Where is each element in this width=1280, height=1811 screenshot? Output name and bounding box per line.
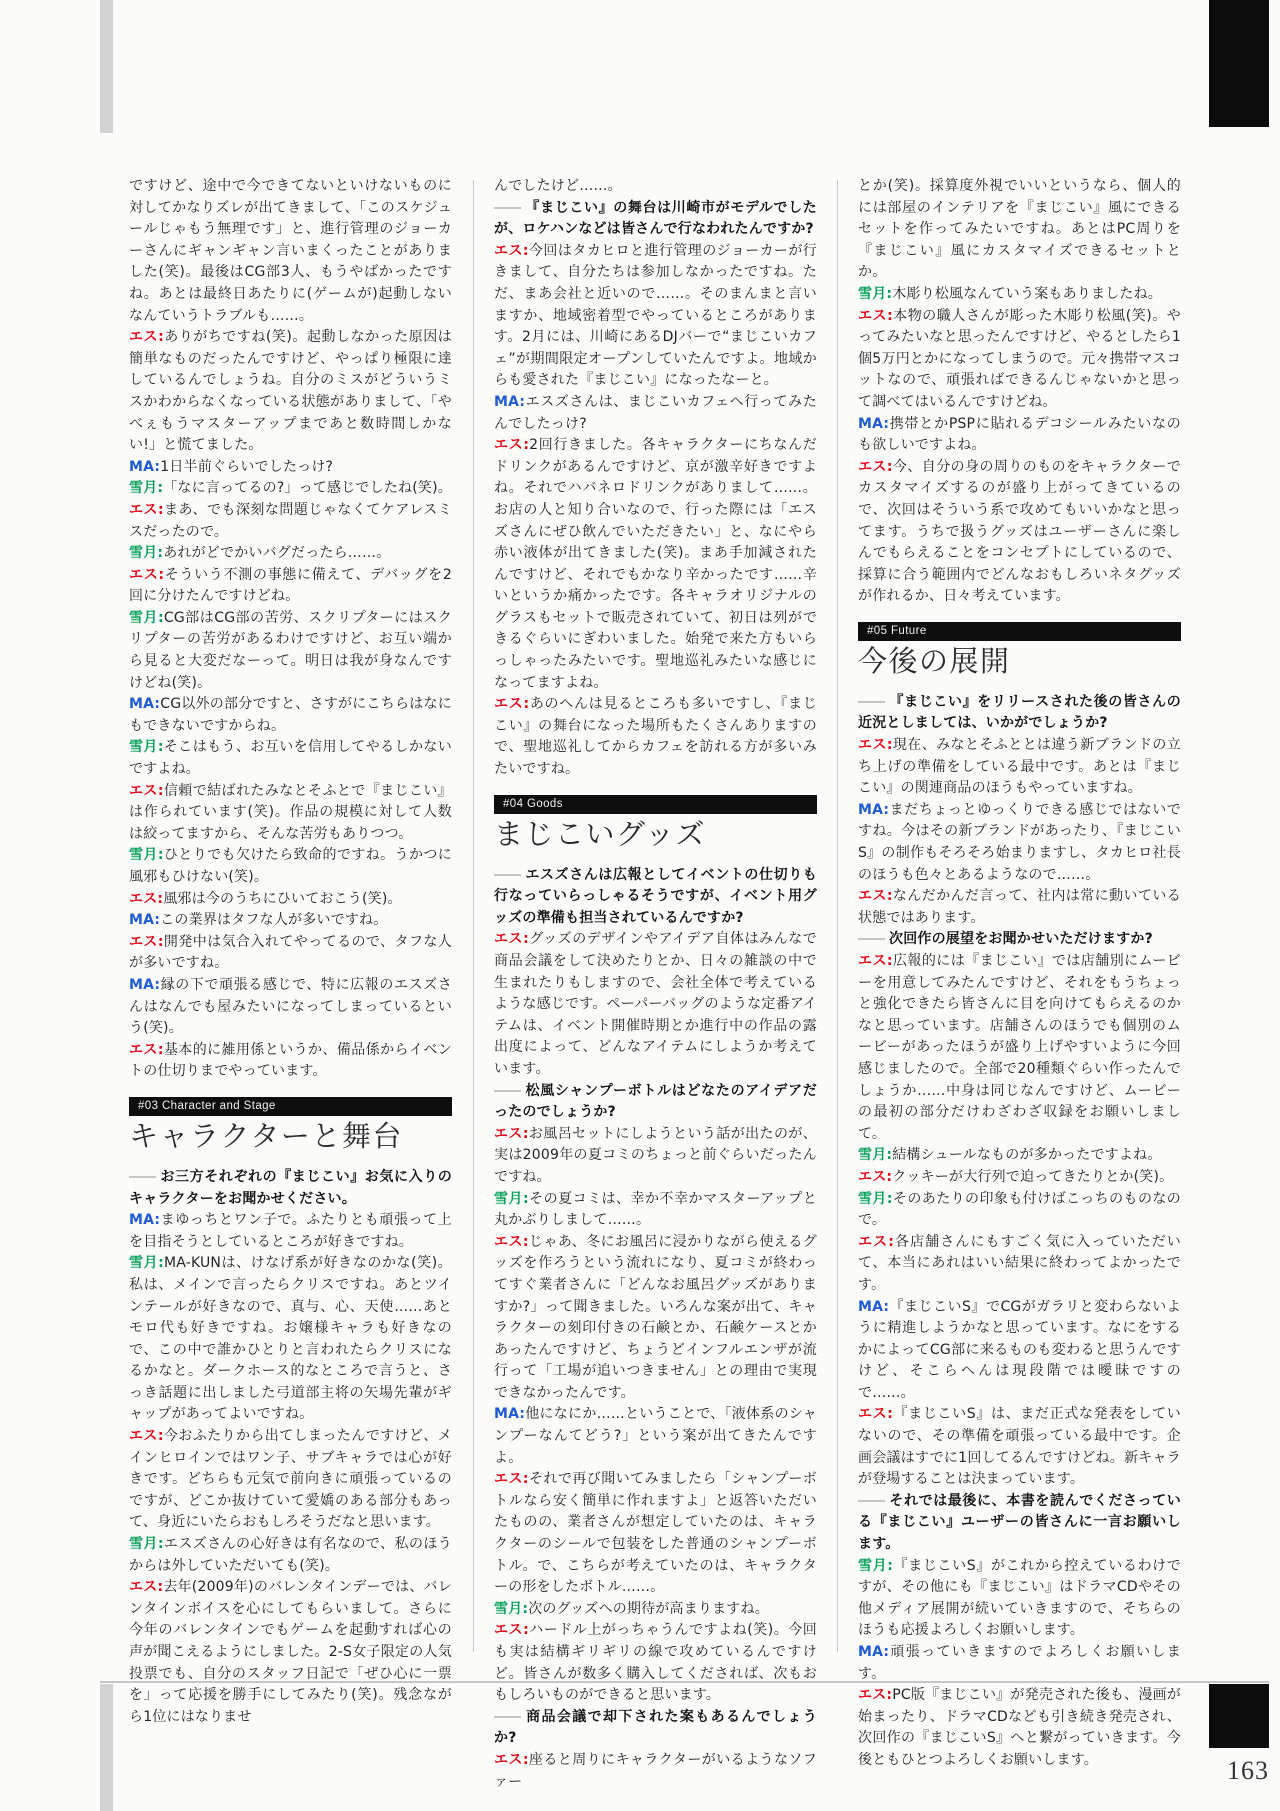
dialogue-line bbox=[129, 457, 452, 479]
dialogue-text: お風呂セットにしようという話が出たのが、実は2009年の夏コミのちょっと前ぐらいだったんですね。 bbox=[494, 1125, 818, 1185]
dialogue-line bbox=[129, 845, 452, 888]
dialogue-text: 『まじこいS』でCGがガラリと変わらないように精進しようかなと思っています。なにをするかによってCG部に来るものも変わると思うんですけど、そこらへんは現段階では曖昧ですので……。 bbox=[858, 1298, 1181, 1401]
dialogue-text: 頑張っていきますのでよろしくお願いします。 bbox=[858, 1644, 1181, 1682]
speaker-label: エス: bbox=[858, 307, 893, 324]
dialogue-line bbox=[858, 1189, 1181, 1232]
dialogue-line bbox=[494, 241, 817, 392]
dialogue-line bbox=[129, 1040, 452, 1083]
speaker-label: エス: bbox=[129, 890, 164, 907]
dialogue-line bbox=[494, 1189, 817, 1232]
page-edge-shadow-top bbox=[100, 0, 113, 133]
speaker-label: MA: bbox=[129, 976, 161, 993]
section-tag: #04 Goods bbox=[494, 795, 817, 814]
dialogue-text: そこはもう、お互いを信用してやるしかないですよね。 bbox=[129, 739, 453, 778]
dialogue-line bbox=[858, 1145, 1181, 1167]
dialogue-text: 各店舗さんにもすごく気に入っていただいて、本当にあれはいい結果に終わってよかったです。 bbox=[858, 1233, 1181, 1293]
speaker-label: MA: bbox=[129, 1212, 161, 1229]
question-dash: ―― bbox=[494, 866, 520, 883]
dialogue-text: 今、自分の身の周りのものをキャラクターでカスタマイズするのが盛り上がってきているので、次回はそういう系で攻めてもいいかなと思ってます。うちで扱うグッズはユーザーさんに楽しんでもらえることをコンセプトにしているので、採算に合う範囲内でどんなおもしろいネタグッズが作れるか、日々考えています。 bbox=[858, 458, 1182, 605]
question-text: それでは最後に、本書を読んでくださっている『まじこい』ユーザーの皆さんに一言お願いします。 bbox=[858, 1492, 1181, 1553]
dialogue-line bbox=[858, 735, 1181, 800]
speaker-label: エス: bbox=[129, 566, 165, 583]
dialogue-line bbox=[129, 1210, 452, 1253]
dialogue-text: エスズさんの心好きは有名なので、私のほうからは外していただいても(笑)。 bbox=[129, 1536, 453, 1574]
dialogue-line bbox=[858, 1404, 1181, 1490]
speaker-label: エス: bbox=[494, 1751, 529, 1768]
text-column bbox=[494, 176, 817, 1793]
question-text: 商品会議で却下された案もあるんでしょうか? bbox=[494, 1708, 817, 1747]
section-title: キャラクターと舞台 bbox=[129, 1118, 403, 1153]
dialogue-text: 木彫り松風なんていう案もありましたね。 bbox=[892, 285, 1163, 302]
speaker-label: 雪月: bbox=[129, 1536, 164, 1553]
dialogue-text: エスズさんは、まじこいカフェへ行ってみたんでしたっけ? bbox=[494, 393, 817, 432]
dialogue-line bbox=[858, 1167, 1181, 1189]
question-text: 次回作の展望をお聞かせいただけますか? bbox=[889, 931, 1153, 948]
dialogue-line bbox=[129, 781, 452, 846]
speaker-label: エス: bbox=[858, 888, 893, 905]
speaker-label: MA: bbox=[494, 393, 526, 410]
dialogue-text: 『まじこいS』がこれから控えているわけですが、その他にも『まじこい』はドラマCDやその他メディア展開が続いていきますので、そちらのほうも応援よろしくお願いします。 bbox=[858, 1557, 1182, 1639]
dialogue-text: あのへんは見るところも多いですし、『まじこい』の舞台になった場所もたくさんありますので、聖地巡礼してからカフェを訪れる方が多いみたいですね。 bbox=[494, 696, 818, 778]
question-text: 『まじこい』の舞台は川崎市がモデルでしたが、ロケハンなどは皆さんで行なわれたんですか? bbox=[494, 199, 817, 238]
section-header bbox=[858, 622, 1181, 680]
dialogue-text: この業界はタフな人が多いですね。 bbox=[160, 912, 388, 929]
speaker-label: 雪月: bbox=[858, 1190, 893, 1207]
dialogue-line bbox=[858, 886, 1181, 929]
dialogue-text: 今おふたりから出てしまったんですけど、メインヒロインではワン子、サブキャラでは心が好きです。どちらも元気で前向きに頑張っているのですが、どこか抜けていて愛嬌のある部分もあって、身近にいたらおもしろそうだなと思います。 bbox=[129, 1428, 453, 1531]
dialogue-text: まゆっちとワン子で。ふたりとも頑張って上を目指そうとしているところが好きですね。 bbox=[129, 1212, 452, 1250]
speaker-label: 雪月: bbox=[494, 1600, 529, 1617]
dialogue-line bbox=[494, 694, 817, 780]
dialogue-text: そういう不測の事態に備えて、デバッグを2回に分けたんですけどね。 bbox=[129, 566, 452, 605]
dialogue-text: とか(笑)。採算度外視でいいというなら、個人的には部屋のインテリアを『まじこい』風にできるセットを作ってみたいですね。あとはPC周りを『まじこい』風にカスタマイズできるセットとか。 bbox=[858, 178, 1181, 281]
speaker-label: 雪月: bbox=[129, 609, 164, 626]
question-text: 松風シャンプーボトルはどなたのアイデアだったのでしょうか? bbox=[494, 1082, 817, 1121]
speaker-label: MA: bbox=[129, 458, 161, 475]
dialogue-text: 開発中は気合入れてやってるので、タフな人が多いですね。 bbox=[129, 933, 453, 972]
speaker-label: MA: bbox=[858, 415, 890, 432]
speaker-label: エス: bbox=[494, 437, 530, 454]
question-text: お三方それぞれの『まじこい』お気に入りのキャラクターをお聞かせください。 bbox=[129, 1168, 452, 1207]
dialogue-line bbox=[129, 608, 452, 694]
dialogue-text: 信頼で結ばれたみなとそふとで『まじこい』は作られています(笑)。作品の規模に対して人数は絞ってますから、そんな苦労もありつつ。 bbox=[129, 782, 453, 842]
dialogue-text: 本物の職人さんが彫った木彫り松風(笑)。やってみたいなと思ったんですけど、やるとしたら1個5万円とかになってしまうので。元々携帯マスコットなので、頑張ればできるんじゃないかと思って調べてはいるんですけどね。 bbox=[858, 307, 1182, 410]
dialogue-text: 今回はタカヒロと進行管理のジョーカーが行きまして、自分たちは参加しなかったですね。ただ、まあ会社と近いので……。そのまんまと言いますか、地域密着型でやっているところがあります。2月には、川崎にあるDJバーで“まじこいカフェ”が期間限定オープンしていたんですよ。地域からも愛された『まじこい』になったなーと。 bbox=[494, 242, 817, 389]
dialogue-line bbox=[858, 1297, 1181, 1405]
dialogue-line bbox=[129, 737, 452, 780]
question-dash: ―― bbox=[129, 1168, 155, 1185]
dialogue-line bbox=[494, 1599, 817, 1621]
speaker-label: 雪月: bbox=[129, 545, 164, 562]
dialogue-text: それで再び聞いてみましたら「シャンプーボトルなら安く簡単に作れますよ」と返答いただいたものの、業者さんが想定していたのは、キャラクターのシールで包装をした普通のシャンプーボトル。で、こちらが考えていたのは、キャラクターの形をしたボトル……。 bbox=[494, 1471, 817, 1596]
speaker-label: エス: bbox=[129, 782, 164, 799]
speaker-label: 雪月: bbox=[129, 480, 164, 497]
question-dash: ―― bbox=[858, 693, 884, 710]
speaker-label: 雪月: bbox=[858, 1557, 894, 1574]
dialogue-text: じゃあ、冬にお風呂に浸かりながら使えるグッズを作ろうという流れになり、夏コミが終わってすぐ業者さんに「どんなお風呂グッズがありますか?」って聞きました。いろんな案が出て、キャラクターの刻印付きの石鹸とか、石鹸ケースとかあったんですけど、ちょうどインフルエンザが流行って「工場が追いつきません」との理由で実現できなかったんです。 bbox=[494, 1233, 817, 1401]
dialogue-line bbox=[858, 1556, 1181, 1642]
column-divider bbox=[837, 180, 838, 1652]
dialogue-text: 2回行きました。各キャラクターにちなんだドリンクがあるんですけど、京が激辛好きですよね。それでハバネロドリンクがありまして……。お店の人と知り合いなので、行った際には「エスズさんにぜひ飲んでいただきたい」と、なにやら赤い液体が出てきました(笑)。まあ手加減されたんですけど、それでもかなり辛かったです……辛いというか痛かったです。各キャラオリジナルのグラスもセットで販売されていて、初日は列ができるぐらいにぎわいました。始発で来た方もいらっしゃったみたいです。聖地巡礼みたいな感じになってますよね。 bbox=[494, 437, 817, 691]
speaker-label: MA: bbox=[129, 912, 161, 929]
text-column bbox=[858, 176, 1181, 1772]
speaker-label: エス: bbox=[129, 1428, 164, 1445]
dialogue-line bbox=[494, 1124, 817, 1189]
speaker-label: 雪月: bbox=[858, 1147, 893, 1164]
speaker-label: エス: bbox=[494, 1125, 529, 1142]
interviewer-question bbox=[129, 1167, 452, 1210]
question-dash: ―― bbox=[858, 931, 884, 948]
dialogue-text: まだちょっとゆっくりできる感じではないですね。今はその新ブランドがあったり、『まじこいS』の制作もそろそろ始まりますし、タカヒロ社長のほうも色々とあるようなので……。 bbox=[858, 801, 1181, 883]
dialogue-line bbox=[129, 975, 452, 1040]
interviewer-question bbox=[494, 865, 817, 930]
dialogue-text: 風邪は今のうちにひいておこう(笑)。 bbox=[163, 890, 402, 907]
section-tag: #05 Future bbox=[858, 622, 1181, 641]
dialogue-line bbox=[858, 800, 1181, 886]
column-divider bbox=[473, 180, 474, 1652]
question-dash: ―― bbox=[494, 1708, 520, 1725]
section-header bbox=[129, 1097, 452, 1155]
speaker-label: エス: bbox=[494, 242, 529, 259]
speaker-label: エス: bbox=[494, 1471, 529, 1488]
dialogue-text: グッズのデザインやアイデア自体はみんなで商品会議をして決めたりとか、日々の雑談の中で生まれたりもしますので、会社全体で考えているような感じです。ペーパーバッグのような定番アイテムは、イベント開催時期とか進行中の作品の露出度によって、どんなアイテムにしようか考えています。 bbox=[494, 931, 817, 1077]
continuation-paragraph bbox=[494, 176, 817, 198]
question-text: 『まじこい』をリリースされた後の皆さんの近況としましては、いかがでしょうか? bbox=[858, 693, 1181, 732]
speaker-label: エス: bbox=[494, 1233, 529, 1250]
speaker-label: エス: bbox=[858, 953, 893, 969]
dialogue-text: 「なに言ってるの?」って感じでしたね(笑)。 bbox=[163, 480, 452, 497]
dialogue-line bbox=[129, 889, 452, 911]
interviewer-question bbox=[494, 1081, 817, 1124]
corner-tab-top-right bbox=[1209, 0, 1269, 127]
speaker-label: エス: bbox=[129, 329, 164, 346]
dialogue-line bbox=[494, 929, 817, 1080]
dialogue-text: 結構シュールなものが多かったですよね。 bbox=[892, 1147, 1162, 1164]
interviewer-question bbox=[494, 1707, 817, 1750]
corner-tab-bottom-right bbox=[1209, 1684, 1269, 1748]
dialogue-line bbox=[129, 910, 452, 932]
dialogue-text: ひとりでも欠けたら致命的ですね。うかつに風邪もひけない(笑)。 bbox=[129, 847, 453, 885]
continuation-paragraph bbox=[129, 176, 452, 327]
page-number: 163 bbox=[1227, 1756, 1269, 1785]
dialogue-line bbox=[494, 1469, 817, 1599]
dialogue-text: あれがどでかいバグだったら……。 bbox=[163, 545, 391, 562]
dialogue-text: 基本的に雑用係というか、備品係からイベントの仕切りまでやっています。 bbox=[129, 1041, 453, 1080]
dialogue-text: CG以外の部分ですと、さすがにこちらはなにもできないですからね。 bbox=[129, 696, 452, 734]
speaker-label: エス: bbox=[858, 1406, 894, 1423]
speaker-label: MA: bbox=[129, 696, 161, 713]
dialogue-line bbox=[858, 284, 1181, 306]
dialogue-text: その夏コミは、幸か不幸かマスターアップと丸かぶりしまして……。 bbox=[494, 1190, 817, 1229]
section-title: 今後の展開 bbox=[858, 643, 1011, 678]
speaker-label: 雪月: bbox=[129, 847, 164, 864]
dialogue-text: クッキーが大行列で迫ってきたりとか(笑)。 bbox=[892, 1168, 1174, 1185]
dialogue-text: まあ、でも深刻な問題じゃなくてケアレスミスだったので。 bbox=[129, 501, 452, 540]
speaker-label: MA: bbox=[858, 1298, 890, 1315]
speaker-label: エス: bbox=[858, 458, 893, 475]
dialogue-line bbox=[494, 1750, 817, 1793]
dialogue-text: 広報的には『まじこい』では店舗別にムービーを用意してみたんですけど、それをもうちょっと強化できたら皆さんに目を向けてもらえるのかなと思っています。店舗さんのほうでも個別のムービーがあったほうが盛り上げやすいように今回感じましたので。全部で20種類ぐらい作ったんでしょうか……中身は同じなんですけど、ムービーの最初の部分だけわざわざ収録をお願いしまして。 bbox=[858, 953, 1181, 1142]
dialogue-line bbox=[494, 1620, 817, 1706]
dialogue-line bbox=[129, 327, 452, 457]
dialogue-line bbox=[858, 457, 1181, 608]
dialogue-text: 座ると周りにキャラクターがいるようなソファー bbox=[494, 1751, 818, 1790]
dialogue-line bbox=[129, 478, 452, 500]
dialogue-text: 去年(2009年)のバレンタインデーでは、バレンタインボイスを心にしてもらいまして。さらに今年のバレンタインでもゲームを起動すれば心の声が聞こえるようにしました。2-S女子限定の人気投票でも、自分のスタッフ日記で「ぜひ心に一票を」って応援を勝手にしてみたり(笑)。残念ながら1位にはなりませ bbox=[129, 1579, 452, 1725]
dialogue-text: 他になにか……ということで、「液体系のシャンプーなんてどう?」という案が出てきたんですよ。 bbox=[494, 1406, 817, 1466]
dialogue-text: 携帯とかPSPに貼れるデコシールみたいなのも欲しいですよね。 bbox=[858, 415, 1181, 454]
speaker-label: エス: bbox=[494, 931, 529, 948]
dialogue-text: 現在、みなとそふととは違う新ブランドの立ち上げの準備をしている最中です。あとは『まじこい』の関連商品のほうもやっていますね。 bbox=[858, 737, 1182, 797]
dialogue-line bbox=[129, 1253, 452, 1426]
dialogue-line bbox=[129, 1426, 452, 1534]
speaker-label: MA: bbox=[858, 1644, 890, 1660]
speaker-label: エス: bbox=[129, 501, 164, 518]
dialogue-line bbox=[129, 694, 452, 737]
speaker-label: エス: bbox=[858, 1687, 893, 1704]
speaker-label: 雪月: bbox=[494, 1190, 529, 1207]
question-dash: ―― bbox=[858, 1492, 884, 1509]
speaker-label: MA: bbox=[858, 801, 890, 818]
section-tag: #03 Character and Stage bbox=[129, 1097, 452, 1116]
interviewer-question bbox=[858, 1491, 1181, 1556]
speaker-label: エス: bbox=[858, 1168, 893, 1185]
dialogue-line bbox=[129, 500, 452, 543]
speaker-label: エス: bbox=[129, 933, 164, 950]
dialogue-text: 次のグッズへの期待が高まりますね。 bbox=[528, 1600, 769, 1617]
speaker-label: エス: bbox=[858, 1233, 895, 1250]
dialogue-text: CG部はCG部の苦労、スクリプターにはスクリプターの苦労があるわけですけど、お互い端から見ると大変だなーって。明日は我が身なんですけどね(笑)。 bbox=[129, 609, 453, 691]
dialogue-line bbox=[858, 414, 1181, 457]
dialogue-text: 『まじこいS』は、まだ正式な発表をしていないので、その準備を頑張っている最中です。企画会議はすでに1回してるんですけどね。新キャラが登場することは決まっています。 bbox=[858, 1406, 1182, 1488]
dialogue-line bbox=[858, 306, 1181, 414]
speaker-label: エス: bbox=[858, 737, 893, 754]
question-dash: ―― bbox=[494, 199, 520, 216]
dialogue-text: MA-KUNは、けなげ系が好きなのかな(笑)。私は、メインで言ったらクリスですね。あとツインテールが好きなので、真与、心、天使……あとモロ代も好きですね。お嬢様キャラも好きなので、この中で誰かひとりと言われたらクリスになるかなと。ダークホース的なところで言うと、さっき話題に出しました弓道部主将の矢場先輩がギャップがあってよいですね。 bbox=[129, 1255, 453, 1423]
dialogue-text: そのあたりの印象も付けばこっちのものなので。 bbox=[858, 1190, 1182, 1229]
interviewer-question bbox=[494, 198, 817, 241]
continuation-paragraph bbox=[858, 176, 1181, 284]
dialogue-text: PC版『まじこい』が発売された後も、漫画が始まったり、ドラマCDなども引き続き発売され、次回作の『まじこいS』へと繋がっていきます。今後ともひとつよろしくお願いします。 bbox=[858, 1687, 1181, 1768]
dialogue-line bbox=[494, 1232, 817, 1405]
dialogue-text: なんだかんだ言って、社内は常に動いている状態ではあります。 bbox=[858, 888, 1182, 926]
dialogue-line bbox=[858, 1232, 1181, 1297]
dialogue-text: ありがちですね(笑)。起動しなかった原因は簡単なものだったんですけど、やっぱり極限に達しているんでしょうね。自分のミスがどういうミスかわからなくなっている状態がありまして、「やべぇもうマスターアップまであと数時間しかない!」と慌てました。 bbox=[129, 329, 453, 454]
dialogue-text: 1日半前ぐらいでしたっけ? bbox=[160, 458, 334, 475]
dialogue-line bbox=[858, 951, 1181, 1145]
dialogue-line bbox=[858, 1685, 1181, 1771]
page-edge-shadow-bottom bbox=[100, 1684, 113, 1811]
speaker-label: エス: bbox=[494, 696, 530, 713]
dialogue-line bbox=[494, 435, 817, 694]
dialogue-text: ですけど、途中で今できてないといけないものに対してかなりズレが出てきまして、「このスケジュールじゃもう無理です」と、進行管理のジョーカーさんにギャンギャン言いまくったことがありました(笑)。最後はCG部3人、もうやばかったですね。あとは最終日あたりに(ゲームが)起動しないなんていうトラブルも……。 bbox=[129, 178, 452, 324]
speaker-label: エス: bbox=[494, 1622, 529, 1639]
dialogue-line bbox=[494, 1404, 817, 1469]
section-title: まじこいグッズ bbox=[494, 816, 707, 851]
speaker-label: 雪月: bbox=[858, 285, 893, 302]
interviewer-question bbox=[858, 929, 1181, 951]
text-column bbox=[129, 176, 452, 1728]
dialogue-line bbox=[494, 392, 817, 435]
dialogue-text: 縁の下で頑張る感じで、特に広報のエスズさんはなんでも屋みたいになってしまっているという(笑)。 bbox=[129, 976, 452, 1037]
interviewer-question bbox=[858, 692, 1181, 735]
dialogue-line bbox=[129, 1534, 452, 1577]
dialogue-line bbox=[129, 565, 452, 608]
question-text: エスズさんは広報としてイベントの仕切りも行なっていらっしゃるそうですが、イベント用グッズの準備も担当されているんですか? bbox=[494, 866, 817, 926]
dialogue-text: んでしたけど……。 bbox=[494, 178, 622, 194]
dialogue-text: ハードル上がっちゃうんですよね(笑)。今回も実は結構ギリギリの線で攻めているんですけど。皆さんが数多く購入してくだされば、次もおもしろいものができると思います。 bbox=[494, 1622, 818, 1704]
section-header bbox=[494, 795, 817, 853]
speaker-label: エス: bbox=[129, 1579, 164, 1596]
dialogue-line bbox=[129, 543, 452, 565]
dialogue-line bbox=[129, 1577, 452, 1728]
speaker-label: エス: bbox=[129, 1041, 164, 1058]
dialogue-line bbox=[858, 1642, 1181, 1685]
dialogue-line bbox=[129, 932, 452, 975]
speaker-label: MA: bbox=[494, 1406, 526, 1423]
speaker-label: 雪月: bbox=[129, 1255, 164, 1272]
question-dash: ―― bbox=[494, 1082, 520, 1099]
speaker-label: 雪月: bbox=[129, 739, 164, 756]
